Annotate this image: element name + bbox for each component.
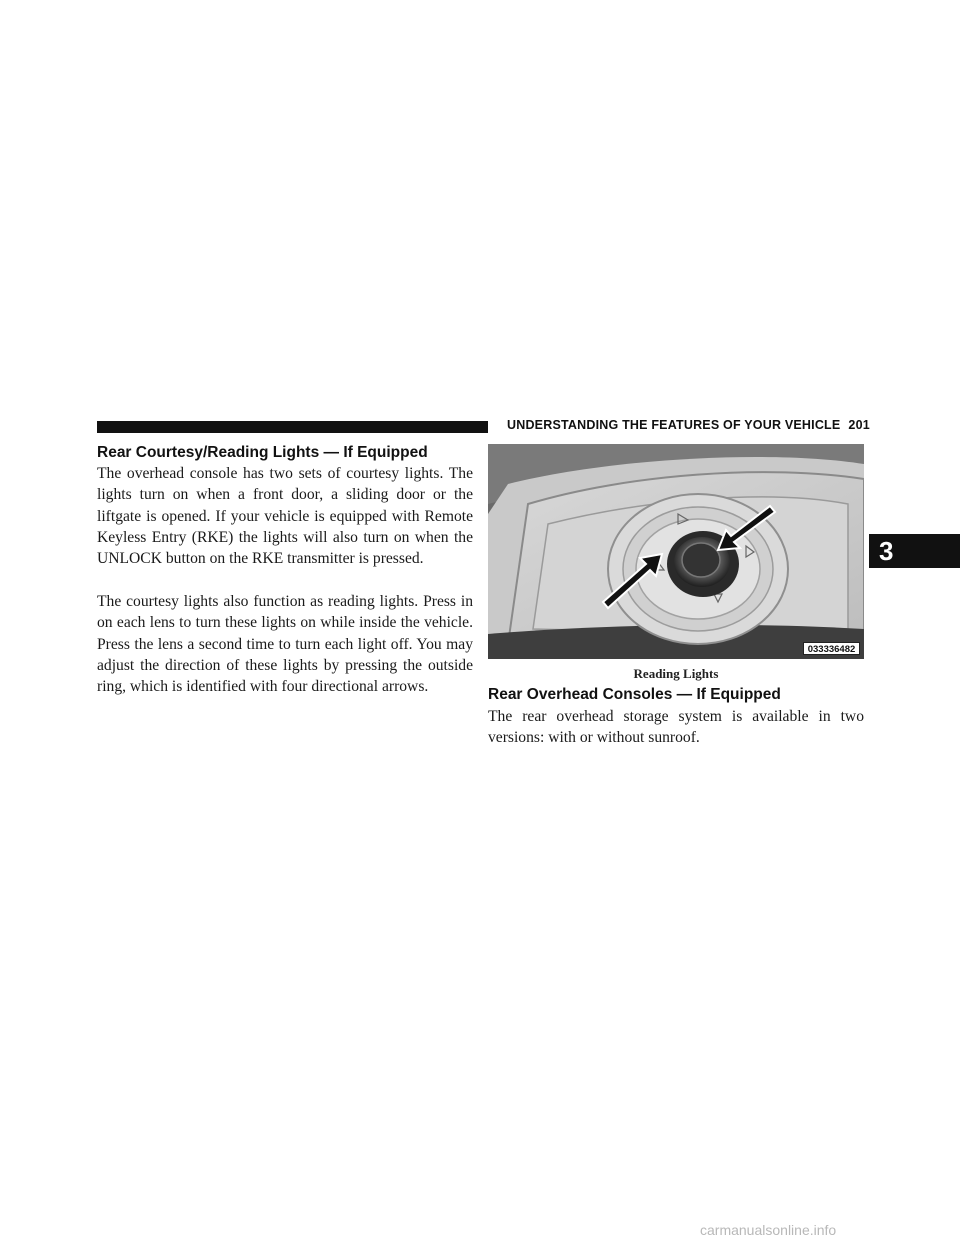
chapter-tab: 3 <box>869 534 960 568</box>
section-heading-overhead-consoles: Rear Overhead Consoles — If Equipped <box>488 686 781 703</box>
paragraph-overhead-consoles: The rear overhead storage system is available in two versions: with or without sunroof. <box>488 708 864 747</box>
running-header <box>507 418 870 432</box>
header-rule <box>97 421 488 433</box>
paragraph-courtesy-lights-2: The courtesy lights also function as reading lights. Press in on each lens to turn these lights on while inside the vehicle. Press the lens a second time to turn each light off. You may adjust the direction of these lights by pressing the outside ring, which is identified with four directional arrows. <box>97 593 473 696</box>
reading-lights-illustration <box>488 444 864 659</box>
figure-caption: Reading Lights <box>633 666 719 681</box>
figure-code: 033336482 <box>803 642 860 655</box>
paragraph-courtesy-lights-1: The overhead console has two sets of courtesy lights. The lights turn on when a front door, a sliding door or the liftgate is opened. If your vehicle is equipped with Remote Keyless Entry (RKE) the lights will also turn on when the UNLOCK button on the RKE transmitter is pressed. <box>97 465 473 568</box>
section-title: UNDERSTANDING THE FEATURES OF YOUR VEHICLE <box>507 418 841 432</box>
page-number: 201 <box>848 418 870 432</box>
section-heading-courtesy-lights: Rear Courtesy/Reading Lights — If Equipped <box>97 444 428 461</box>
watermark: carmanualsonline.info <box>700 1222 837 1238</box>
reading-lights-figure <box>488 444 864 659</box>
